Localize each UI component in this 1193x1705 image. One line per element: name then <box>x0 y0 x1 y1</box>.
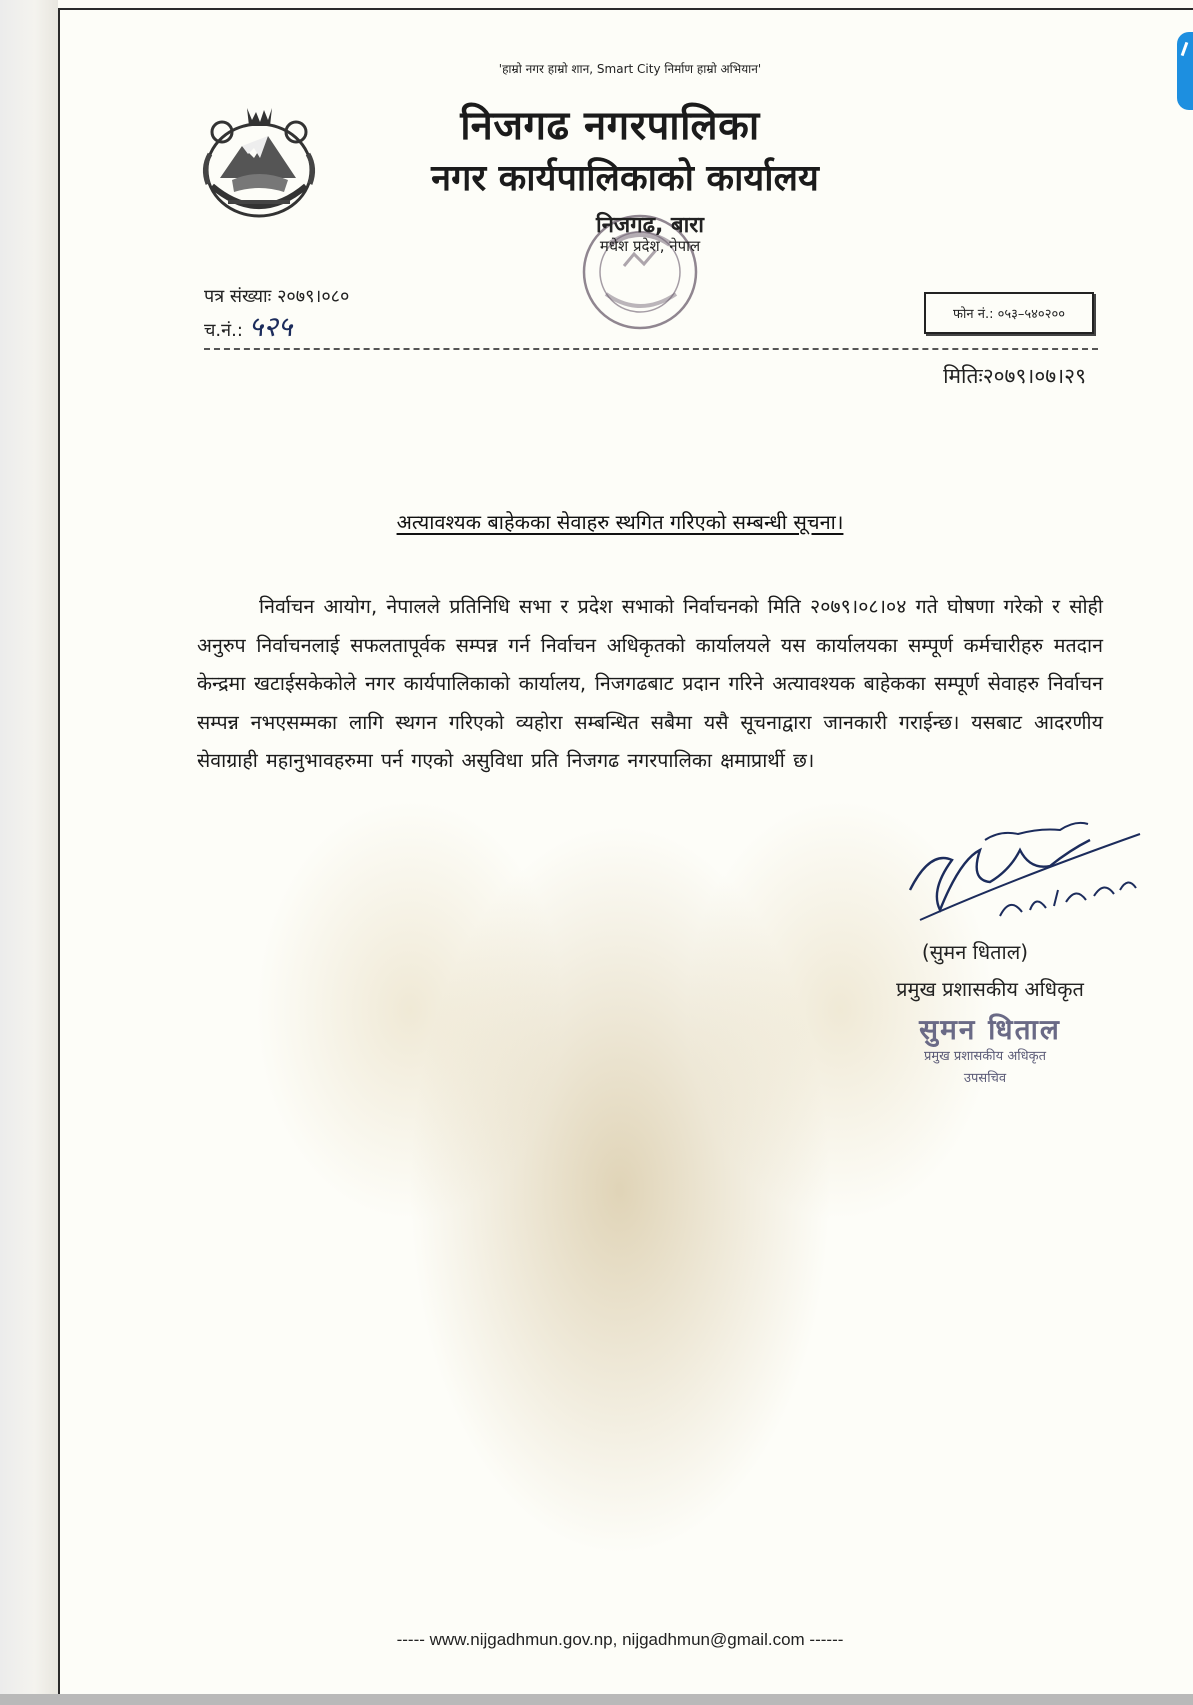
address-line-2: मधेश प्रदेश, नेपाल <box>599 237 701 256</box>
notice-subject <box>300 508 940 535</box>
signature-stamp-name: सुमन धिताल <box>919 1013 1061 1046</box>
page-shadow <box>0 0 58 1705</box>
scroll-tab-icon[interactable] <box>1177 32 1193 110</box>
letter-date: मितिः२०७९।०७।२९ <box>943 364 1086 388</box>
motto-line: 'हाम्रो नगर हाम्रो शान, Smart City निर्माण हाम्रो अभियान' <box>498 62 762 76</box>
footer-contact: ----- www.nijgadhmun.gov.np, nijgadhmun@gmail.com ------ <box>396 1630 844 1649</box>
signature-stamp-title: प्रमुख प्रशासकीय अधिकृत <box>923 1049 1047 1064</box>
handwritten-signature <box>890 820 1150 950</box>
phone-box: फोन नं.: ०५३–५४०२०० <box>924 292 1094 334</box>
notice-body: निर्वाचन आयोग, नेपालले प्रतिनिधि सभा र प्रदेश सभाको निर्वाचनको मिति २०७९।०८।०४ गते घोषणा गरेको र सोही अनुरुप निर्वाचनलाई सफलतापूर्वक सम्पन्न गर्न निर्वाचन अधिकृतको कार्यालयले यस कार्यालयका सम्पूर्ण कर्मचारीहरु मतदान केन्द्रमा खटाईसकेकोले नगर कार्यपालिकाको कार्यालय, निजगढबाट प्रदान गरिने अत्यावश्यक बाहेकका सम्पूर्ण सेवाहरु निर्वाचन सम्पन्न नभएसम्मका लागि स्थगन गरिएको व्यहोरा सम्बन्धित सबैमा यसै सूचनाद्वारा जानकारी गराईन्छ। यसबाट आदरणीय सेवाग्राही महानुभावहरुमा पर्न गएको असुविधा प्रति निजगढ नगरपालिका क्षमाप्रार्थी छ। <box>197 595 1103 772</box>
dispatch-number-value: ५२५ <box>248 310 293 343</box>
bottom-edge <box>0 1694 1193 1705</box>
address-line-1: निजगढ, बारा <box>596 213 704 238</box>
reference-block <box>204 282 349 346</box>
dispatch-number-label: च.नं.: <box>204 320 243 341</box>
header-divider <box>204 348 1098 350</box>
signatory-name: (सुमन धिताल) <box>921 940 1029 964</box>
signature-stamp-rank: उपसचिव <box>963 1071 1007 1086</box>
office-name: नगर कार्यपालिकाको कार्यालय <box>431 158 819 199</box>
org-name: निजगढ नगरपालिका <box>460 103 760 149</box>
office-address <box>570 214 730 255</box>
letter-number-label: पत्र संख्याः <box>204 286 272 307</box>
notice-subject-text: अत्यावश्यक बाहेकका सेवाहरु स्थगित गरिएको सम्बन्धी सूचना। <box>396 510 844 534</box>
letter-number-row <box>204 282 349 312</box>
letter-number-value: २०७९।०८० <box>277 286 350 307</box>
nepal-emblem-icon <box>192 98 327 228</box>
dispatch-number-row <box>204 312 349 346</box>
signatory-title: प्रमुख प्रशासकीय अधिकृत <box>896 977 1084 1001</box>
